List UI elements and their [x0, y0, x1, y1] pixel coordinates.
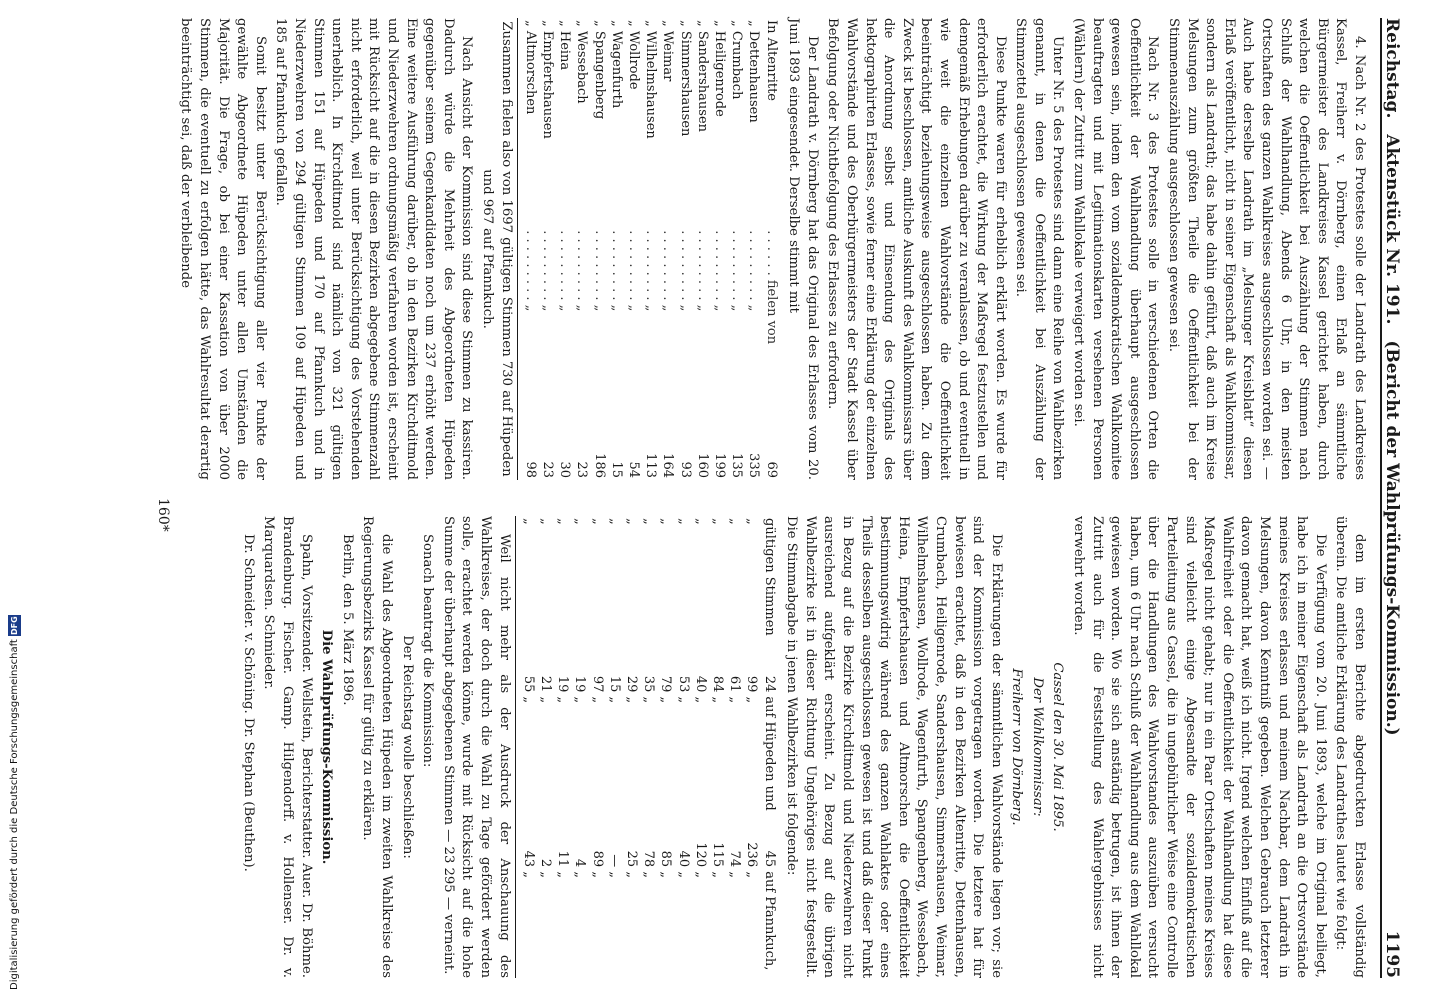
leader-dots: . . . . . . . . . „	[643, 230, 659, 312]
table-row	[642, 18, 659, 480]
place-cell: „ Empfertshausen	[539, 20, 555, 139]
huepeden-votes-cell: 55	[520, 675, 536, 693]
paragraph: dem im ersten Berichte abgedruckten Erlasse vollständig überein. Die amtliche Erklärung des Landrathes lautet wie folgt:	[1333, 516, 1367, 978]
huepeden-votes-cell: 40	[692, 675, 708, 693]
table-row	[554, 516, 571, 978]
label-cell: „	[727, 871, 743, 878]
divider	[517, 18, 518, 480]
label-cell: „	[520, 696, 536, 704]
table-row	[571, 516, 588, 978]
label-cell: „	[709, 696, 725, 704]
label-cell: auf Pfannkuch,	[761, 871, 777, 971]
table-row	[520, 516, 537, 978]
right-votes-table	[520, 516, 778, 978]
leader-dots: . . . . . . . . . „	[574, 230, 590, 312]
huepeden-votes-cell: 61	[727, 675, 743, 693]
table-row	[676, 18, 693, 480]
label-cell: „	[555, 518, 571, 525]
label-cell: „	[641, 696, 657, 704]
label-cell: „	[623, 518, 639, 525]
table-row	[726, 516, 743, 978]
label-cell: „	[537, 871, 553, 878]
label-cell: „	[744, 696, 760, 704]
total-votes-cell: 186	[591, 453, 607, 478]
table-row	[588, 516, 605, 978]
leader-dots: . . . . . . . . . „	[711, 230, 727, 312]
pfannkuch-votes-cell: 25	[623, 850, 639, 868]
table-row	[657, 516, 674, 978]
total-votes-cell: 69	[763, 461, 779, 478]
table-row	[760, 516, 777, 978]
leader-dots: . . . . . . fielen von	[763, 230, 779, 345]
table-row	[674, 516, 691, 978]
place-cell: „ Wollrode	[625, 20, 641, 90]
pfannkuch-votes-cell: 40	[675, 850, 691, 868]
place-cell: „ Wilhelmshausen	[643, 20, 659, 139]
pfannkuch-votes-cell: 4	[572, 858, 588, 868]
table-row	[659, 18, 676, 480]
table-row	[694, 18, 711, 480]
commission-members: Spahn, Vorsitzender. Wellstein, Berichterstatter. Auer. Dr. Böhme. Brandenburg. Fischer. Gamp. Hilgendorff. v. Hollenser. Dr. v. Marquardsen. Schmieder.	[261, 516, 314, 978]
total-votes-cell: 23	[574, 461, 590, 478]
table-row	[539, 18, 556, 480]
resolution-text: die Wahl des Abgeordneten Hüpeden im zweiten Wahlkreise des Regierungsbezirks Kassel für gültig zu erklären.	[360, 516, 394, 978]
paragraph: Die Verfügung vom 20. Juni 1893, welche im Original beiliegt, habe ich in meiner Eigenschaft als Landrath an die Ortsvorstände meines Kreises erlassen und meinem Nachbar, dem Landrath in Melsungen, davon Kenntniß gegeben. Welchen Gebrauch letzterer davon gemacht hat, weiß ich nicht. Irgend welchen Einfluß auf die Wahlfreiheit oder die Oeffentlichkeit der Wahlhandlung hat diese Maßregel nicht gehabt; nur in ein Paar Ortschaften meines Kreises sind vielleicht einige Abgesandte der sozialdemokratischen Parteileitung aus Cassel, die in ungebührlicher Weise eine Controlle über die Handlungen des Wahlvorstandes auszuüben versucht haben, um 6 Uhr nach Schluß der Wahlhandlung aus dem Wahllokal gewiesen worden. Wo sie sich anständig betrugen, ist ihnen der Zutritt auch für die Feststellung des Wahlergebnisses nicht verwehrt worden.	[1071, 516, 1328, 978]
label-cell: „	[589, 518, 605, 525]
right-column	[236, 516, 1368, 978]
total-votes-cell: 15	[608, 461, 624, 478]
commission-title: Die Wahlprüfungs-Kommission.	[319, 629, 335, 865]
table-row	[692, 516, 709, 978]
table-row	[556, 18, 573, 480]
place-cell: „ Wessebach	[574, 20, 590, 104]
total-votes-cell: 93	[677, 461, 693, 478]
leader-dots: . . . . . . . . . „	[557, 230, 573, 312]
label-cell: „	[727, 518, 743, 525]
pfannkuch-votes-cell: 78	[641, 850, 657, 868]
total-votes-cell: 23	[539, 461, 555, 478]
label-cell: „	[606, 696, 622, 704]
date-line: Berlin, den 5. März 1896.	[339, 534, 355, 706]
total-line: Zusammen fielen also von 1697 gültigen Stimmen 730 auf Hüpeden und 967 auf Pfannkuch.	[479, 21, 514, 477]
table-row	[640, 516, 657, 978]
place-cell: „ Heiligenrode	[711, 20, 727, 117]
header-left	[1382, 18, 1401, 736]
label-cell: „	[537, 696, 553, 704]
paragraph: Nach Ansicht der Kommission sind diese Stimmen zu kassiren. Dadurch würde die Mehrheit des Abgeordneten Hüpeden gegenüber seinem Gegenkandidaten noch um 237 erhöht werden. Eine weitere Ausführung darüber, ob in den Bezirken Kirchditmold und Niederzwehren ordnungsmäßig verfahren worden ist, erscheint mit Rücksicht auf die in diesen Bezirken abgegebene Stimmenzahl nicht erforderlich, weil unter Berücksichtigung des Vorstehenden unerheblich. In Kirchditmold sind nämlich von 321 gültigen Stimmen 151 auf Hüpeden und 170 auf Pfannkuch und in Niederzwehren von 294 gültigen Stimmen 109 auf Hüpeden und 185 auf Pfannkuch gefallen.	[273, 18, 475, 480]
label-cell: „	[744, 871, 760, 878]
total-votes-cell: 160	[694, 453, 710, 478]
table-row	[606, 516, 623, 978]
label-cell: „	[572, 518, 588, 525]
leader-dots: . . . . . . . . . „	[746, 230, 762, 312]
signature-title: Der Wahlkommissar:	[1029, 677, 1045, 817]
table-row	[743, 516, 760, 978]
paragraph: Sonach beantragt die Kommission:	[420, 534, 436, 768]
huepeden-votes-cell: 79	[658, 675, 674, 693]
huepeden-votes-cell: 15	[606, 675, 622, 693]
label-cell: „	[589, 696, 605, 704]
huepeden-votes-cell: 35	[641, 675, 657, 693]
leader-dots: . . . . . . . . . „	[608, 230, 624, 312]
total-votes-cell: 30	[557, 461, 573, 478]
leader-dots: . . . . . . . . . „	[591, 230, 607, 312]
leader-dots: . . . . . . . . . „	[729, 230, 745, 312]
label-cell: „	[727, 696, 743, 704]
label-cell: „	[572, 696, 588, 704]
paragraph: Somit besitzt unter Berücksichtigung aller vier Punkte der gewählte Abgeordnete Hüpeden unter allen Umständen die Majorität. Die Frage, ob bei einer Kassation von über 2000 Stimmen, die eventuell zu erfolgen hätte, das Wahlresultat derartig beeinträchtigt sei, daß der verbleibende	[178, 18, 268, 480]
commission-members: Dr. Schneider. v. Schöning. Dr. Stephan (Beuthen).	[240, 534, 256, 872]
total-votes-cell: 54	[625, 461, 641, 478]
rotated-content	[112, 18, 1412, 978]
label-cell: „	[623, 696, 639, 704]
label-cell: „	[520, 871, 536, 878]
paragraph: Unter Nr. 5 des Protestes sind dann eine Reihe von Wahlbezirken genannt, in denen die Oeffentlichkeit bei Auszählung der Stimmzettel ausgeschlossen gewesen sei.	[1013, 18, 1066, 480]
signature-name: Freiherr von Dörnberg.	[1009, 668, 1025, 826]
pfannkuch-votes-cell: 2	[537, 858, 553, 868]
label-cell: „	[709, 871, 725, 878]
pfannkuch-votes-cell: 74	[727, 850, 743, 868]
label-cell: gültigen Stimmen	[761, 518, 777, 636]
header-aktenstueck: Aktenstück Nr. 191.	[1381, 134, 1402, 325]
label-cell: „	[658, 696, 674, 704]
place-cell: „ Heina	[557, 20, 573, 71]
huepeden-votes-cell: 99	[744, 675, 760, 693]
pfannkuch-votes-cell: 85	[658, 850, 674, 868]
label-cell: „	[658, 871, 674, 878]
leader-dots: . . . . . . . . . „	[522, 230, 538, 312]
paragraph: Der Landrath v. Dörnberg hat das Original des Erlasses vom 20. Juni 1893 eingesendet. Derselbe stimmt mit	[786, 18, 820, 480]
huepeden-votes-cell: 84	[709, 675, 725, 693]
label-cell: „	[692, 696, 708, 704]
label-cell: „	[520, 518, 536, 525]
pfannkuch-votes-cell: 120	[692, 842, 708, 868]
huepeden-votes-cell: 53	[675, 675, 691, 693]
table-row	[745, 18, 762, 480]
resolution-intro: Der Reichstag wolle beschließen:	[399, 635, 415, 859]
place-cell: „ Altmorschen	[522, 20, 538, 115]
label-cell: „	[641, 518, 657, 525]
leader-dots: . . . . . . . . . „	[625, 230, 641, 312]
leader-dots: . . . . . . . . . „	[539, 230, 555, 312]
header-reichstag: Reichstag.	[1381, 18, 1402, 119]
header-report-title: (Bericht der Wahlprüfungs-Kommission.)	[1381, 340, 1402, 736]
label-cell: „	[606, 518, 622, 525]
label-cell: „	[692, 518, 708, 525]
huepeden-votes-cell: 29	[623, 675, 639, 693]
total-votes-cell: 199	[711, 453, 727, 478]
table-row	[522, 18, 539, 480]
total-votes-cell: 113	[643, 453, 659, 478]
pfannkuch-votes-cell: 115	[709, 842, 725, 868]
table-row	[762, 18, 779, 480]
label-cell: „	[744, 518, 760, 525]
label-cell: „	[589, 871, 605, 878]
table-row	[590, 18, 607, 480]
place-cell: „ Spangenberg	[591, 20, 607, 120]
left-votes-table	[522, 18, 780, 480]
leader-dots: . . . . . . . . . „	[660, 230, 676, 312]
pfannkuch-votes-cell: 45	[761, 850, 777, 868]
leader-dots: . . . . . . . . . „	[694, 230, 710, 312]
table-row	[608, 18, 625, 480]
huepeden-votes-cell: 19	[572, 675, 588, 693]
huepeden-votes-cell: 19	[555, 675, 571, 693]
paragraph: Nach Nr. 3 des Protestes solle in verschiedenen Orten die Oeffentlichkeit der Wahlhandlung überhaupt ausgeschlossen gewesen sein, indem den vom sozialdemokratischen Wahlkomitee beauftragten und mit Legitimationskarten versehenen Personen (Wählern) der Zutritt zum Wahllokale verweigert worden sei.	[1071, 18, 1161, 480]
page-header	[1380, 18, 1412, 978]
total-votes-cell: 164	[660, 453, 676, 478]
page-number: 1195	[1381, 930, 1402, 978]
table-row	[709, 516, 726, 978]
place-cell: „ Crumbach	[729, 20, 745, 100]
table-row	[711, 18, 728, 480]
huepeden-votes-cell: 97	[589, 675, 605, 693]
table-row	[728, 18, 745, 480]
label-cell: „	[555, 871, 571, 878]
pfannkuch-votes-cell: 11	[555, 850, 571, 868]
table-row	[625, 18, 642, 480]
paragraph: Weil nicht mehr als der Ausdruck der Anschauung des Wahlkreises, der doch durch die Wahl zu Tage gefördert werden solle, erachtet werden könne, wurde mit Rücksicht auf die hohe Summe der überhaupt abgegebenen Stimmen — 23 295 — verneint.	[440, 516, 512, 978]
left-column	[174, 18, 1368, 480]
pfannkuch-votes-cell: —	[606, 854, 622, 868]
place-cell: „ Sandershausen	[694, 20, 710, 133]
total-votes-cell: 135	[729, 453, 745, 478]
paragraph: Diese Punkte waren für erheblich erklärt worden. Es wurde für erforderlich erachtet, die Wirkung der Maßregel festzustellen und demgemäß Erhebungen darüber zu veranlassen, ob und eventuell in wie weit die einzelnen Wahlvorstände die Oeffentlichkeit beeinträchtigt beziehungsweise ausgeschlossen haben. Zu dem Zweck ist beschlossen, amtliche Auskunft des Wahlkommissars über die Anordnung selbst und Einsendung des Originals des hektographirten Erlasses, sowie ferner eine Erklärung der einzelnen Wahlvorstände und des Oberbürgermeisters der Stadt Kassel über Befolgung oder Nichtbefolgung des Erlasses zu erfordern.	[825, 18, 1008, 480]
dfg-logo-icon: DFG	[10, 616, 19, 635]
label-cell: auf Hüpeden und	[761, 696, 777, 811]
place-cell: „ Wagenfurth	[608, 20, 624, 109]
label-cell: „	[675, 518, 691, 525]
leader-dots: . . . . . . . . . „	[677, 230, 693, 312]
footer-number: 160*	[155, 498, 171, 532]
label-cell: „	[641, 871, 657, 878]
table-row	[537, 516, 554, 978]
table-row	[573, 18, 590, 480]
side-note-text: Digitalisierung gefördert durch die Deutsche Forschungsgemeinschaft	[9, 639, 20, 990]
label-cell: „	[675, 696, 691, 704]
place-cell: In Altenritte	[763, 20, 779, 101]
label-cell: „	[555, 696, 571, 704]
table-row	[623, 516, 640, 978]
label-cell: „	[658, 518, 674, 525]
place-cell: „ Simmershausen	[677, 20, 693, 137]
pfannkuch-votes-cell: 43	[520, 850, 536, 868]
label-cell: „	[606, 871, 622, 878]
label-cell: „	[572, 871, 588, 878]
pfannkuch-votes-cell: 89	[589, 850, 605, 868]
huepeden-votes-cell: 21	[537, 675, 553, 693]
total-votes-cell: 98	[522, 461, 538, 478]
huepeden-votes-cell: 24	[761, 675, 777, 693]
label-cell: „	[675, 871, 691, 878]
divider	[515, 516, 516, 978]
place-cell: „ Weimar	[660, 20, 676, 82]
paragraph: 4. Nach Nr. 2 des Protestes solle der Landrath des Landkreises Kassel, Freiherr v. Dörnberg, einen Erlaß an sämmtliche Bürgermeister des Landkreises Kassel gerichtet haben, durch welchen die Oeffentlichkeit bei Auszählung der Stimmen nach Schluß der Wahlhandlung, Abends 6 Uhr, in den meisten Ortschaften des ganzen Wahlkreises ausgeschlossen worden sei. — Auch habe derselbe Landrath im „Melsunger Kreisblatt“ diesen Erlaß veröffentlicht, nicht in seiner Eigenschaft als Wahlkommissar, sondern als Landrath; das habe dahin geführt, daß auch im Kreise Melsungen zum größten Theile die Oeffentlichkeit bei der Stimmenauszählung ausgeschlossen gewesen sei.	[1166, 18, 1367, 480]
label-cell: „	[623, 871, 639, 878]
label-cell: „	[537, 518, 553, 525]
side-note	[8, 600, 26, 990]
pfannkuch-votes-cell: 236	[744, 842, 760, 868]
paragraph: Die Erklärungen der sämmtlichen Wahlvorstände liegen vor; sie sind der Kommission vorgetragen worden. Die letztere hat für bewiesen erachtet, daß in den Bezirken Altenritte, Dettenhausen, Crumbach, Heiligenrode, Sandershausen, Simmershausen, Weimar, Wilhelmshausen, Wollrode, Wagenfurth, Spangenberg, Wessebach, Heina, Empfertshausen und Altmorschen die Oeffentlichkeit bestimmungswidrig während des ganzen Wahlaktes oder eines Theils desselben ausgeschlossen gewesen ist und daß dieser Punkt in Bezug auf die Bezirke Kirchditmold und Niederzwehren nicht ausreichend aufgeklärt erscheint. Zu Bezug auf die übrigen Wahlbezirke ist in dieser Richtung Ungehöriges nicht festgestellt. Die Stimmabgabe in jenen Wahlbezirken ist folgende:	[784, 516, 1004, 978]
place-date: Cassel den 30. Mai 1895.	[1050, 662, 1066, 832]
label-cell: „	[709, 518, 725, 525]
place-cell: „ Dettenhausen	[746, 20, 762, 123]
label-cell: „	[692, 871, 708, 878]
total-votes-cell: 335	[746, 453, 762, 478]
